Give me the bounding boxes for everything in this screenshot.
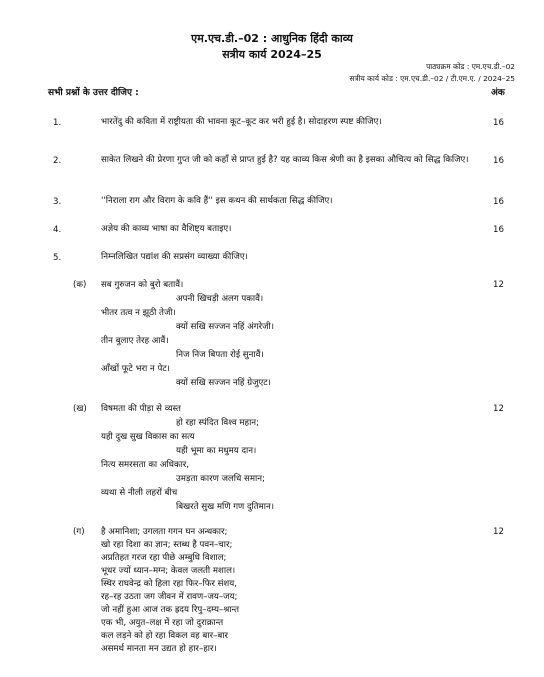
question-text: अज्ञेय की काव्य भाषा का वैशिष्ट्य बताइए। xyxy=(101,224,232,234)
passage-marks: 12 xyxy=(493,404,504,414)
verse-line: नित्य समरसता का अधिकार, xyxy=(101,460,190,470)
verse-line: जो नहीं हुआ आज तक ह्रदय रिपु–दम्य–श्रान्त xyxy=(101,605,240,615)
verse-line: व्यथा से नीली लहरों बीच xyxy=(101,488,178,498)
verse-line: क्यों सखि सज्जन नहिं ग्रेजुएट। xyxy=(176,378,271,388)
question-number: 1. xyxy=(53,118,62,128)
verse-line: निज निज बिपता रोई सुनावैं। xyxy=(176,350,264,360)
question-marks: 16 xyxy=(493,118,504,128)
assignment-code: सत्रीय कार्य कोड : एम.एच.डी.–02 / टी.एम.ए. / 2024–25 xyxy=(349,74,515,83)
page-subtitle: सत्रीय कार्य 2024–25 xyxy=(222,48,322,61)
verse-line: क्यों सखि सज्जन नहिं अंगरेजी। xyxy=(176,322,275,332)
verse-line: भीतर तत्व न झूठी तेजी। xyxy=(101,308,176,318)
verse-line: भूधर ज्यों ध्यान–मग्न; केवल जलती मशाल। xyxy=(101,566,236,576)
question-marks: 16 xyxy=(493,197,504,207)
passage-label: (ख) xyxy=(73,404,87,414)
verse-line: एक भी, अयुत–लक्ष में रहा जो दुराक्रान्त xyxy=(101,618,224,628)
question-text: ''निराला राग और विराग के कवि हैं'' इस कथन की सार्थकता सिद्ध कीजिए। xyxy=(101,196,333,206)
verse-line: तीन बुलाए तेरह आवैं। xyxy=(101,336,169,346)
verse-line: आँखों फूटे भरा न पेट। xyxy=(101,364,170,374)
course-code: पाठ्यक्रम कोड : एम.एच.डी.–02 xyxy=(426,62,515,71)
question-number: 5. xyxy=(53,253,62,263)
question-number: 3. xyxy=(53,197,62,207)
verse-line: खो रहा दिशा का ज्ञान; स्तब्ध है पवन–चार; xyxy=(101,540,233,550)
question-marks: 16 xyxy=(493,156,504,166)
question-marks: 16 xyxy=(493,225,504,235)
page-title: एम.एच.डी.–02 : आधुनिक हिंदी काव्य xyxy=(191,32,353,45)
verse-line: असमर्थ मानता मन उद्यत हो हार–हार। xyxy=(101,644,217,654)
question-text: साकेत लिखने की प्रेरणा गुप्त जी को कहाँ से प्राप्त हुई है? यह काव्य किस श्रेणी का है इसका औचित्य को सिद्ध किजिए। xyxy=(101,155,469,165)
verse-line: स्थिर राघवेन्द्र को हिला रहा फिर–फिर संशय, xyxy=(101,579,237,589)
passage-label: (ग) xyxy=(73,527,85,537)
verse-line: है अमानिशा; उगलता गगन घन अन्धकार; xyxy=(101,527,228,537)
verse-line: कल लड़ने को हो रहा विकल वह बार–बार xyxy=(101,631,229,641)
passage-label: (क) xyxy=(73,280,87,290)
question-text: निम्नलिखित पद्यांश की सप्रसंग व्याख्या कीजिए। xyxy=(101,252,248,262)
verse-line: सब गुरुजन को बुरो बतावैं। xyxy=(101,280,184,290)
verse-line: विषमता की पीड़ा से व्यस्त xyxy=(101,404,181,414)
question-text: भारतेंदु की कविता में राष्ट्रीयता की भावना कूट–कूट कर भरी हुई है। सोदाहरण स्पष्ट कीजिए। xyxy=(101,117,382,127)
verse-line: उमड़ता कारण जलधि समान; xyxy=(176,474,265,484)
passage-marks: 12 xyxy=(493,527,504,537)
verse-line: हो रहा स्पंदित विश्व महान; xyxy=(176,418,259,428)
verse-line: अप्रतिहत गरज रहा पीछे अम्बुधि विशाल; xyxy=(101,553,227,563)
verse-line: यही दुख सुख विकास का सत्य xyxy=(101,432,195,442)
verse-line: अपनी खिचड़ी अलग पकावैं। xyxy=(176,294,264,304)
question-number: 2. xyxy=(53,156,62,166)
question-number: 4. xyxy=(53,225,62,235)
marks-column-label: अंक xyxy=(491,88,505,98)
verse-line: रह–रह उठता जग जीवन में रावण–जय–जय; xyxy=(101,592,238,602)
instructions-text: सभी प्रश्नों के उत्तर दीजिए : xyxy=(48,88,139,98)
passage-marks: 12 xyxy=(493,280,504,290)
verse-line: बिखरते सुख मणि गण दुतिमान। xyxy=(176,502,275,512)
verse-line: यही भूमा का मधुमय दान। xyxy=(176,446,257,456)
